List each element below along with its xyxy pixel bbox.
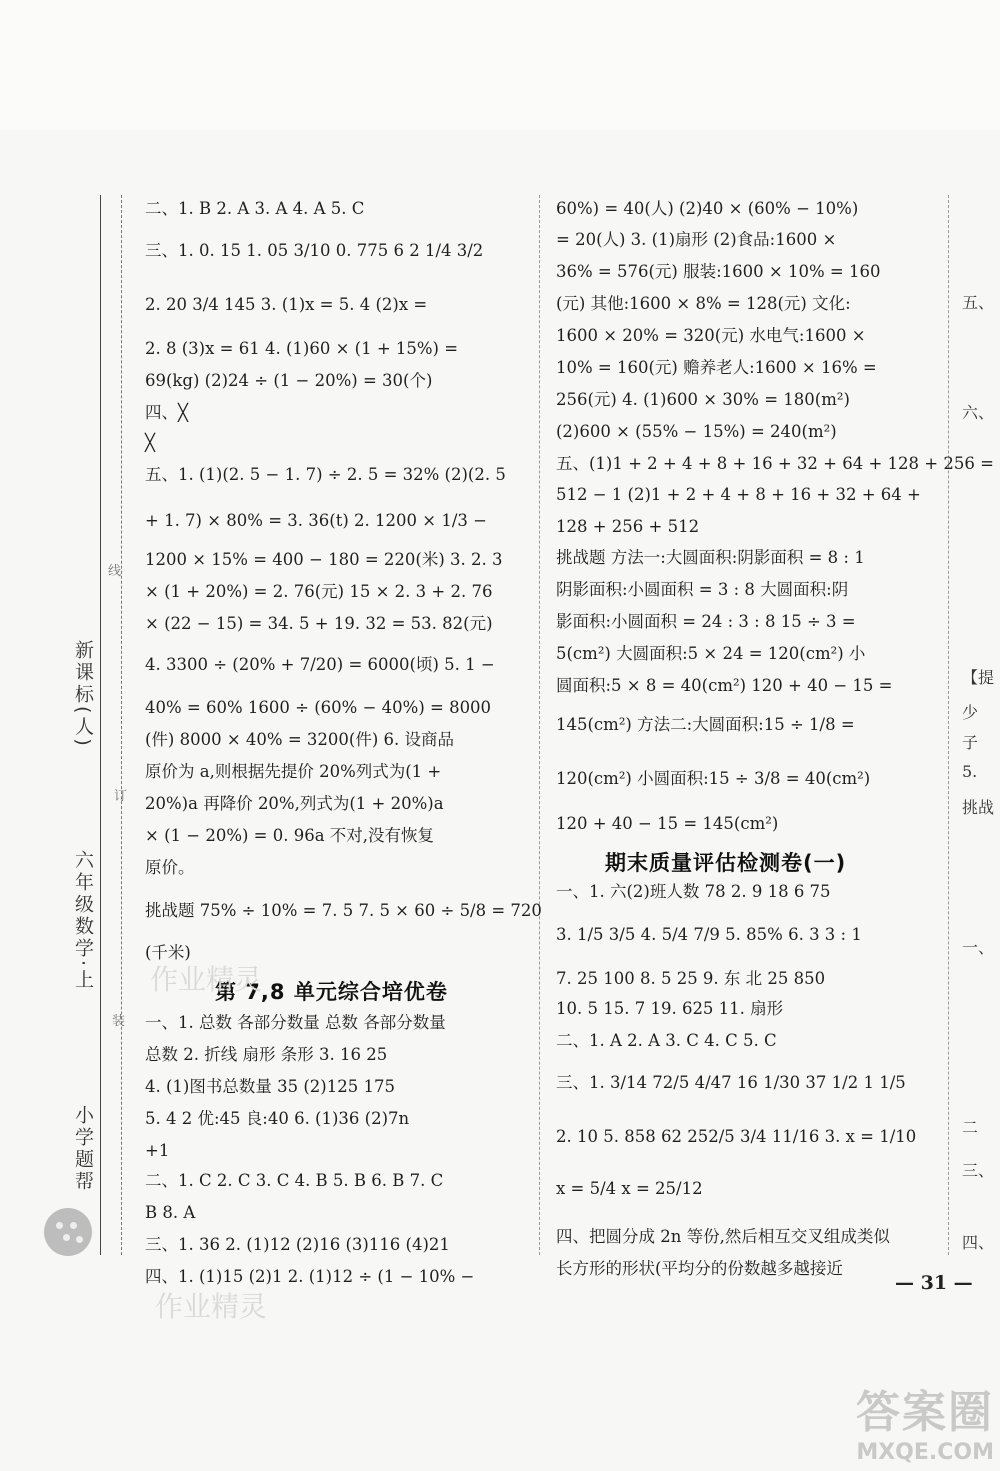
answer-line: 挑战题 75% ÷ 10% = 7. 5 7. 5 × 60 ÷ 5/8 = 720 bbox=[145, 901, 542, 920]
answer-line: 4. (1)图书总数量 35 (2)125 175 bbox=[145, 1077, 395, 1096]
answer-line: 原价为 a,则根据先提价 20%列式为(1 + bbox=[145, 762, 442, 781]
answer-line: 5. 4 2 优:45 良:40 6. (1)36 (2)7n bbox=[145, 1109, 410, 1128]
binding-mark: 订 bbox=[114, 789, 128, 804]
edge-fragment: 5. bbox=[962, 762, 978, 781]
page-number: — 31 — bbox=[895, 1272, 973, 1294]
answer-line: 阴影面积:小圆面积 = 3 : 8 大圆面积:阴 bbox=[556, 580, 849, 599]
answer-line: B 8. A bbox=[145, 1203, 196, 1222]
binding-mark: 线 bbox=[108, 564, 122, 579]
grade-subject-label: 六年级数学·上 bbox=[72, 850, 94, 992]
watermark-text: 作业精灵 bbox=[150, 963, 263, 996]
corner-watermark-url: MXQE.COM bbox=[856, 1440, 994, 1465]
spine-line bbox=[100, 195, 101, 1255]
watermark-text: 作业精灵 bbox=[155, 1290, 268, 1323]
column-divider bbox=[539, 195, 540, 1255]
edge-fragment: 二 bbox=[962, 1118, 979, 1137]
answer-line: 长方形的形状(平均分的份数越多越接近 bbox=[556, 1259, 843, 1278]
answer-line: × (22 − 15) = 34. 5 + 19. 32 = 53. 82(元) bbox=[145, 614, 493, 633]
corner-watermark bbox=[856, 1376, 994, 1465]
answer-line: 4. 3300 ÷ (20% + 7/20) = 6000(顷) 5. 1 − bbox=[145, 655, 495, 674]
answer-line: 69(kg) (2)24 ÷ (1 − 20%) = 30(个) bbox=[145, 371, 433, 390]
answer-line: 影面积:小圆面积 = 24 : 3 : 8 15 ÷ 3 = bbox=[556, 612, 856, 631]
answer-line: 二、1. A 2. A 3. C 4. C 5. C bbox=[556, 1031, 777, 1050]
answer-line: x = 5/4 x = 25/12 bbox=[556, 1179, 703, 1198]
answer-line: 3. 1/5 3/5 4. 5/4 7/9 5. 85% 6. 3 3 : 1 bbox=[556, 925, 862, 944]
binding-mark: 装 bbox=[112, 1014, 126, 1029]
answer-line: 7. 25 100 8. 5 25 9. 东 北 25 850 bbox=[556, 969, 826, 988]
column-divider-right bbox=[948, 195, 949, 1255]
answer-line: 二、1. C 2. C 3. C 4. B 5. B 6. B 7. C bbox=[145, 1171, 444, 1190]
answer-line: 总数 2. 折线 扇形 条形 3. 16 25 bbox=[145, 1045, 388, 1064]
answer-line: × (1 + 20%) = 2. 76(元) 15 × 2. 3 + 2. 76 bbox=[145, 582, 493, 601]
answer-line: 四、╳ bbox=[145, 403, 188, 422]
edge-fragment: 一、 bbox=[962, 938, 995, 957]
answer-line: (千米) bbox=[145, 943, 191, 962]
answer-line: 1600 × 20% = 320(元) 水电气:1600 × bbox=[556, 326, 866, 345]
edge-fragment: 四、 bbox=[962, 1233, 995, 1252]
answer-line: +1 bbox=[145, 1141, 170, 1160]
answer-line: ╳ bbox=[145, 433, 155, 452]
answer-line: 四、1. (1)15 (2)1 2. (1)12 ÷ (1 − 10% − bbox=[145, 1267, 475, 1286]
answer-line: 120 + 40 − 15 = 145(cm²) bbox=[556, 814, 779, 833]
edge-fragment: 六、 bbox=[962, 403, 995, 422]
answer-line: 三、1. 36 2. (1)12 (2)16 (3)116 (4)21 bbox=[145, 1235, 450, 1254]
edge-fragment: 五、 bbox=[962, 293, 995, 312]
answer-line: 四、把圆分成 2n 等份,然后相互交叉组成类似 bbox=[556, 1227, 890, 1246]
edge-fragment: 三、 bbox=[962, 1161, 995, 1180]
answer-line: (件) 8000 × 40% = 3200(件) 6. 设商品 bbox=[145, 730, 455, 749]
answer-line: 五、(1)1 + 2 + 4 + 8 + 16 + 32 + 64 + 128 + 256 = bbox=[556, 454, 994, 473]
answer-line: 512 − 1 (2)1 + 2 + 4 + 8 + 16 + 32 + 64 + bbox=[556, 485, 921, 504]
answer-line: × (1 − 20%) = 0. 96a 不对,没有恢复 bbox=[145, 826, 435, 845]
answer-line: 145(cm²) 方法二:大圆面积:15 ÷ 1/8 = bbox=[556, 715, 855, 734]
answer-line: 256(元) 4. (1)600 × 30% = 180(m²) bbox=[556, 390, 850, 409]
binding-dash-line bbox=[121, 195, 122, 1255]
edge-fragment: 少 bbox=[962, 703, 979, 722]
edge-fragment: 子 bbox=[962, 733, 979, 752]
answer-line: 2. 8 (3)x = 61 4. (1)60 × (1 + 15%) = bbox=[145, 339, 459, 358]
answer-line: 2. 10 5. 858 62 252/5 3/4 11/16 3. x = 1/10 bbox=[556, 1127, 917, 1146]
answer-line: 二、1. B 2. A 3. A 4. A 5. C bbox=[145, 199, 365, 218]
answer-line: 36% = 576(元) 服装:1600 × 10% = 160 bbox=[556, 262, 881, 281]
answer-line: 120(cm²) 小圆面积:15 ÷ 3/8 = 40(cm²) bbox=[556, 769, 871, 788]
answer-line: 5(cm²) 大圆面积:5 × 24 = 120(cm²) 小 bbox=[556, 644, 866, 663]
answer-line: 1200 × 15% = 400 − 180 = 220(米) 3. 2. 3 bbox=[145, 550, 503, 569]
answer-line: 10. 5 15. 7 19. 625 11. 扇形 bbox=[556, 999, 784, 1018]
answer-line: 128 + 256 + 512 bbox=[556, 517, 700, 536]
answer-line: + 1. 7) × 80% = 3. 36(t) 2. 1200 × 1/3 − bbox=[145, 511, 487, 530]
corner-watermark-logo-text: 答案圈 bbox=[856, 1387, 994, 1438]
answer-line: 原价。 bbox=[145, 858, 195, 877]
answer-line: 三、1. 3/14 72/5 4/47 16 1/30 37 1/2 1 1/5 bbox=[556, 1073, 906, 1092]
answer-line: 圆面积:5 × 8 = 40(cm²) 120 + 40 − 15 = bbox=[556, 676, 893, 695]
answer-line: 10% = 160(元) 赡养老人:1600 × 16% = bbox=[556, 358, 877, 377]
answer-line: 40% = 60% 1600 ÷ (60% − 40%) = 8000 bbox=[145, 698, 492, 717]
edge-fragment: 挑战 bbox=[962, 798, 995, 817]
mushroom-logo-icon bbox=[44, 1208, 92, 1256]
section-title-final-exam: 期末质量评估检测卷(一) bbox=[605, 851, 847, 875]
answer-line: 一、1. 总数 各部分数量 总数 各部分数量 bbox=[145, 1013, 446, 1032]
answer-line: 60%) = 40(人) (2)40 × (60% − 10%) bbox=[556, 199, 859, 218]
section-title-units-7-8: 第 7,8 单元综合培优卷 bbox=[215, 980, 448, 1004]
answer-line: 2. 20 3/4 145 3. (1)x = 5. 4 (2)x = bbox=[145, 295, 428, 314]
answer-line: 20%)a 再降价 20%,列式为(1 + 20%)a bbox=[145, 794, 444, 813]
answer-line: 三、1. 0. 15 1. 05 3/10 0. 775 6 2 1/4 3/2 bbox=[145, 241, 484, 260]
answer-line: 五、1. (1)(2. 5 − 1. 7) ÷ 2. 5 = 32% (2)(2. 5 bbox=[145, 465, 506, 484]
edge-fragment: 【提 bbox=[962, 668, 995, 687]
top-margin bbox=[0, 0, 1000, 130]
answer-line: = 20(人) 3. (1)扇形 (2)食品:1600 × bbox=[556, 230, 837, 249]
answer-line: 挑战题 方法一:大圆面积:阴影面积 = 8 : 1 bbox=[556, 548, 865, 567]
edition-label: 新课标(人) bbox=[72, 640, 94, 749]
brand-label: 小学题帮 bbox=[72, 1105, 94, 1193]
answer-line: (2)600 × (55% − 15%) = 240(m²) bbox=[556, 422, 837, 441]
answer-line: 一、1. 六(2)班人数 78 2. 9 18 6 75 bbox=[556, 882, 831, 901]
answer-line: (元) 其他:1600 × 8% = 128(元) 文化: bbox=[556, 294, 851, 313]
